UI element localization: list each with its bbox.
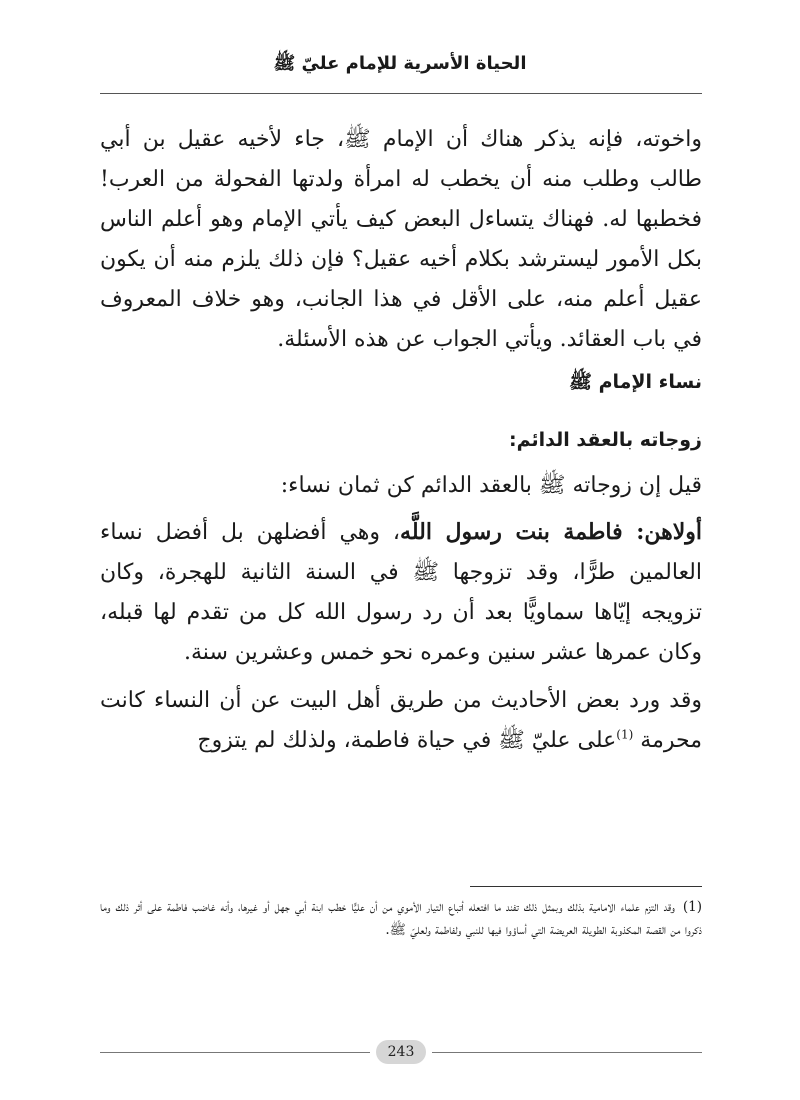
page-number: 243 <box>376 1040 426 1064</box>
subsection-heading-permanent-marriage: زوجاته بالعقد الدائم: <box>508 429 702 451</box>
header-divider <box>100 93 702 94</box>
page-number-rule-left <box>100 1052 370 1053</box>
main-text-block <box>100 120 702 761</box>
footnotes-section <box>100 896 702 942</box>
paragraph-wives-count: قيل إن زوجاته ﷺ بالعقد الدائم كن ثمان نساء: <box>280 473 702 498</box>
footnote-reference[interactable]: (1) <box>616 727 634 742</box>
page-number-rule-right <box>432 1052 702 1053</box>
footnote-divider <box>470 886 702 887</box>
paragraph-hadith <box>100 681 702 761</box>
footnote-item <box>100 896 702 942</box>
footnote-text: وقد التزم علماء الامامية بذلك وبمثل ذلك تفند ما افتعله أتباع التيار الأموي من أن عليًّا خطب ابنة أبي جهل أو غيرها، وأنه غاضب فاطمة على أثر ذلك وما ذكروا من القصة المكذوبة الطويلة العريضة التي أساؤوا فيها للنبي ولفاطمة ولعليّ ﷺ. <box>100 899 702 938</box>
first-wife-label: أولاهن: فاطمة بنت رسول اللَّه <box>400 519 702 545</box>
footnote-number: (1) <box>682 899 702 915</box>
paragraph-intro: واخوته، فإنه يذكر هناك أن الإمام ﷺ، جاء لأخيه عقيل بن أبي طالب وطلب منه أن يخطب له امرأة ولدتها الفحولة من العرب! فخطبها له. فهناك يتساءل البعض كيف يأتي الإمام وهو أعلم الناس بكل الأمور ليسترشد بكلام أخيه عقيل؟ فإن ذلك يلزم منه أن يكون عقيل أعلم منه، على الأقل في هذا الجانب، وهو خلاف المعروف في باب العقائد. ويأتي الجواب عن هذه الأسئلة. <box>100 127 702 352</box>
paragraph-first-wife <box>100 512 702 673</box>
first-wife-text: ، وهي أفضلهن بل أفضل نساء العالمين طرًّا، وقد تزوجها ﷺ في السنة الثانية للهجرة، وكان تزويجه إيّاها سماويًّا بعد أن رد رسول الله كل من تقدم لها قبله، وكان عمرها عشر سنين وعمره نحو خمس وعشرين سنة. <box>100 520 702 665</box>
hadith-text-part-a: وقد ورد بعض الأحاديث من طريق أهل البيت عن أن النساء كانت محرمة <box>100 688 702 753</box>
running-header-title: الحياة الأسرية للإمام عليّ ﷺ <box>273 53 527 74</box>
page-number-bar <box>100 1040 702 1064</box>
hadith-text-part-b: على عليّ ﷺ في حياة فاطمة، ولذلك لم يتزوج <box>197 728 617 753</box>
section-heading-wives: نساء الإمام ﷺ <box>569 371 702 393</box>
